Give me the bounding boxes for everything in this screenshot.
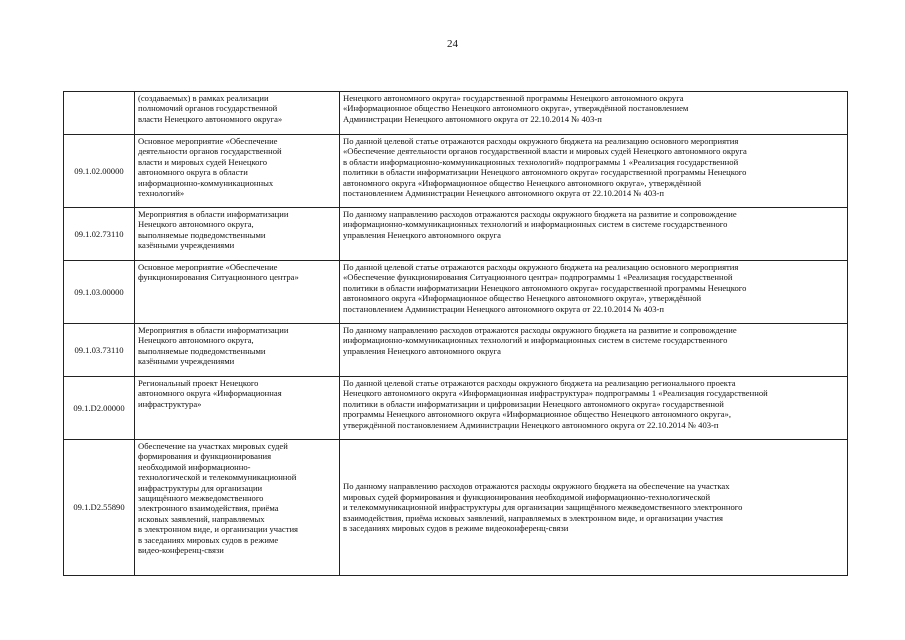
name-line: деятельности органов государственной: [138, 146, 282, 157]
name-line: Основное мероприятие «Обеспечение: [138, 136, 278, 146]
description-line: утверждённой постановлением Администрации Ненецкого автономного округа от 22.10.2014 № 403-п: [343, 419, 719, 430]
name-line: функционирования Ситуационного центра»: [138, 272, 299, 283]
name-line: Мероприятия в области информатизации: [138, 325, 289, 335]
name-line: автономного округа «Информационная: [138, 388, 282, 399]
name-line: инфраструктура»: [138, 398, 202, 409]
name-line: Региональный проект Ненецкого: [138, 378, 259, 388]
description-line: управления Ненецкого автономного округа: [343, 345, 501, 356]
description-line: По данному направлению расходов отражаются расходы окружного бюджета на обеспечение на участках: [343, 481, 730, 492]
description-line: Администрации Ненецкого автономного округа от 22.10.2014 № 403-п: [343, 113, 602, 124]
description-line: По данному направлению расходов отражаются расходы окружного бюджета на развитие и сопровождение: [343, 209, 737, 219]
target-article-name: [135, 324, 340, 377]
target-article-name: [135, 440, 340, 576]
name-line: Основное мероприятие «Обеспечение: [138, 262, 278, 272]
target-article-name: [135, 135, 340, 208]
description-line: информационно-коммуникационных технологий и информационных систем в системе государственного: [343, 219, 728, 230]
description-line: политики в области информатизации и цифровизации Ненецкого автономного округа» государственной: [343, 398, 724, 409]
target-article-code: 09.1.D2.55890: [64, 440, 135, 576]
name-line: автономного округа в области: [138, 167, 248, 178]
target-article-description: [340, 261, 848, 324]
table-row: [64, 324, 848, 377]
description-line: По данной целевой статье отражаются расходы окружного бюджета на реализацию основного мероприятия: [343, 262, 739, 272]
target-article-description: [340, 440, 848, 576]
target-article-name: [135, 377, 340, 440]
name-line: формирования и функционирования: [138, 451, 272, 462]
name-line: (создаваемых) в рамках реализации: [138, 93, 269, 103]
name-line: электронного взаимодействия, приёма: [138, 503, 279, 514]
target-article-description: [340, 377, 848, 440]
table-row: [64, 377, 848, 440]
description-line: мировых судей формирования и функционирования необходимой информационно-технологической: [343, 491, 711, 502]
description-line: постановлением Администрации Ненецкого автономного округа от 22.10.2014 № 403-п: [343, 188, 664, 199]
name-line: необходимой информационно-: [138, 461, 251, 472]
target-article-code: 09.1.02.73110: [64, 208, 135, 261]
target-article-code: 09.1.03.73110: [64, 324, 135, 377]
budget-classification-table: [63, 91, 848, 576]
description-line: в заседаниях мировых судов в режиме видеоконференц-связи: [343, 523, 569, 534]
description-line: Ненецкого автономного округа» государственной программы Ненецкого автономного округа: [343, 93, 684, 103]
name-line: Ненецкого автономного округа,: [138, 335, 254, 346]
table-row: [64, 135, 848, 208]
name-line: технологической и телекоммуникационной: [138, 472, 297, 483]
name-line: видео-конференц-связи: [138, 545, 224, 556]
page-number: 24: [447, 38, 458, 50]
name-line: Ненецкого автономного округа,: [138, 219, 254, 230]
table-row: [64, 261, 848, 324]
description-line: Ненецкого автономного округа «Информационная инфраструктура» подпрограммы 1 «Реализация государственной: [343, 388, 768, 399]
name-line: полномочий органов государственной: [138, 103, 278, 114]
description-line: автономного округа «Информационное общество Ненецкого автономного округа», утверждённой: [343, 293, 702, 304]
description-line: и телекоммуникационной инфраструктуры для организации защищённого межведомственного электронного: [343, 502, 743, 513]
description-line: По данному направлению расходов отражаются расходы окружного бюджета на развитие и сопровождение: [343, 325, 737, 335]
target-article-name: [135, 92, 340, 135]
name-line: технологий»: [138, 188, 185, 199]
description-line: автономного округа «Информационное общество Ненецкого автономного округа», утверждённой: [343, 177, 702, 188]
target-article-name: [135, 261, 340, 324]
description-line: По данной целевой статье отражаются расходы окружного бюджета на реализацию основного мероприятия: [343, 136, 739, 146]
description-line: По данной целевой статье отражаются расходы окружного бюджета на реализацию регионального проекта: [343, 378, 736, 388]
description-line: политики в области информатизации Ненецкого автономного округа» государственной программы Ненецкого: [343, 282, 747, 293]
description-line: программы Ненецкого автономного округа «Информационное общество Ненецкого автономного округа»,: [343, 409, 732, 420]
description-line: «Информационное общество Ненецкого автономного округа», утверждённой постановлением: [343, 103, 689, 114]
description-line: постановлением Администрации Ненецкого автономного округа от 22.10.2014 № 403-п: [343, 303, 664, 314]
target-article-code: 09.1.02.00000: [64, 135, 135, 208]
target-article-code: 09.1.03.00000: [64, 261, 135, 324]
target-article-name: [135, 208, 340, 261]
name-line: выполняемые подведомственными: [138, 229, 266, 240]
name-line: инфраструктуры для организации: [138, 482, 263, 493]
name-line: в заседаниях мировых судов в режиме: [138, 534, 279, 545]
description-line: взаимодействия, приёма исковых заявлений, направляемых в электронном виде, и организации участия: [343, 512, 723, 523]
name-line: информационно-коммуникационных: [138, 177, 274, 188]
description-line: информационно-коммуникационных технологий и информационных систем в системе государственного: [343, 335, 728, 346]
name-line: Мероприятия в области информатизации: [138, 209, 289, 219]
target-article-code: [64, 92, 135, 135]
name-line: казёнными учреждениями: [138, 240, 235, 251]
table-row: [64, 92, 848, 135]
table-row: [64, 440, 848, 576]
name-line: власти и мировых судей Ненецкого: [138, 156, 268, 167]
description-line: политики в области информатизации Ненецкого автономного округа» государственной программы Ненецкого: [343, 167, 747, 178]
table-row: [64, 208, 848, 261]
target-article-code: 09.1.D2.00000: [64, 377, 135, 440]
name-line: выполняемые подведомственными: [138, 345, 266, 356]
description-line: «Обеспечение деятельности органов государственной власти и мировых судей Ненецкого автономного округа: [343, 146, 747, 157]
name-line: исковых заявлений, направляемых: [138, 513, 265, 524]
name-line: Обеспечение на участках мировых судей: [138, 441, 288, 451]
name-line: казёнными учреждениями: [138, 356, 235, 367]
name-line: в электронном виде, и организации участия: [138, 524, 299, 535]
target-article-description: [340, 92, 848, 135]
description-line: в области информационно-коммуникационных технологий» подпрограммы 1 «Реализация государственной: [343, 156, 739, 167]
target-article-description: [340, 135, 848, 208]
name-line: власти Ненецкого автономного округа»: [138, 113, 283, 124]
description-line: «Обеспечение функционирования Ситуационного центра» подпрограммы 1 «Реализация государственной: [343, 272, 733, 283]
description-line: управления Ненецкого автономного округа: [343, 229, 501, 240]
name-line: защищённого межведомственного: [138, 493, 264, 504]
target-article-description: [340, 208, 848, 261]
target-article-description: [340, 324, 848, 377]
